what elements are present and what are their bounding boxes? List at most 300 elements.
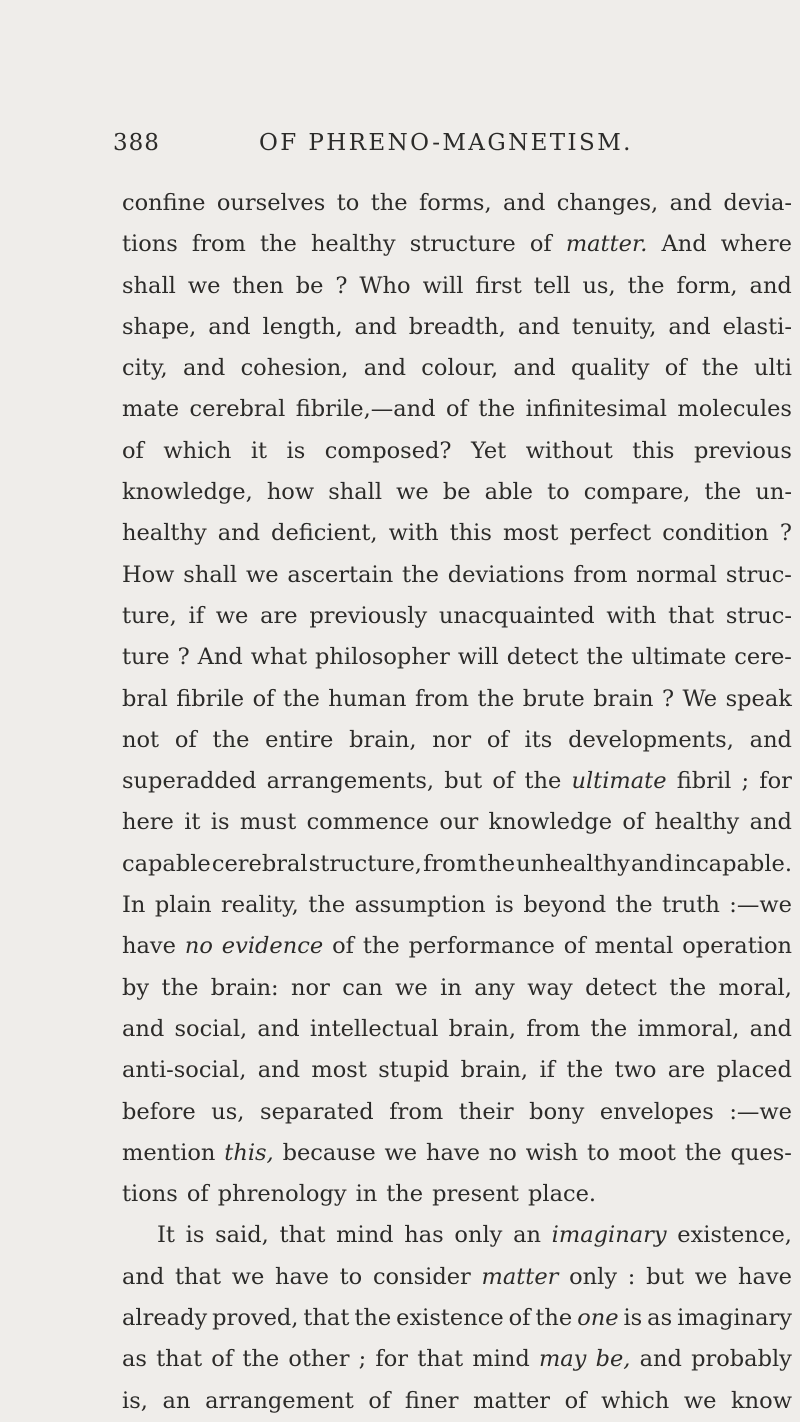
text-line (122, 679, 792, 720)
word: brain, (349, 726, 417, 753)
word: and (363, 355, 407, 382)
word: structure (409, 231, 516, 258)
word: changes, (556, 190, 659, 216)
word: to (547, 479, 570, 506)
word: mind (472, 1346, 530, 1373)
word: anti-social, (122, 1057, 247, 1084)
word: from (573, 561, 628, 588)
word: the (212, 726, 250, 753)
word: and (639, 1346, 682, 1373)
word: mate (122, 396, 180, 423)
text-line (122, 761, 792, 802)
text-line (122, 555, 792, 596)
word: and (749, 272, 792, 299)
word: way (527, 974, 573, 1001)
word: of (368, 1387, 391, 1414)
word: and (122, 1015, 165, 1042)
word: previous (693, 437, 792, 464)
italic-word: one (577, 1305, 619, 1332)
word: arrangements, (266, 768, 435, 795)
word: cerebral (211, 850, 308, 877)
word: and (517, 313, 561, 340)
word: social, (174, 1015, 248, 1042)
word: the (354, 1305, 392, 1332)
word: be (295, 272, 324, 299)
word: is (185, 1222, 205, 1249)
word: tions (122, 231, 178, 258)
word: we (395, 974, 428, 1001)
word: of (186, 1181, 209, 1208)
word: nor (432, 726, 472, 753)
word: quality (570, 355, 650, 382)
word: ourselves (216, 190, 326, 216)
text-line (122, 968, 792, 1009)
text-line (122, 596, 792, 637)
word: with (606, 602, 657, 629)
word: cere- (734, 644, 792, 671)
word: ; (741, 768, 750, 795)
word: other (288, 1346, 350, 1373)
word: knowledge, (122, 479, 253, 506)
text-line (122, 389, 792, 430)
word: that (175, 1263, 222, 1290)
word: its (524, 726, 553, 753)
word: and (630, 850, 674, 877)
word: bony (529, 1098, 585, 1125)
word: ques- (730, 1139, 792, 1166)
word: for (375, 1346, 409, 1373)
word: we (683, 1387, 717, 1414)
word: because (282, 1139, 376, 1166)
word: separated (260, 1098, 374, 1125)
word: to (336, 190, 360, 216)
word: must (239, 809, 297, 836)
word: confine (122, 190, 206, 216)
word: of (211, 1346, 234, 1373)
word: imaginary (677, 1305, 792, 1332)
word: have (275, 1263, 329, 1290)
text-line (122, 844, 792, 885)
italic-word: no (184, 933, 213, 960)
word: fibril (676, 768, 732, 795)
text-line (122, 513, 792, 554)
word: brain (593, 685, 654, 712)
word: tenuity, (571, 313, 657, 340)
word: mind (336, 1222, 394, 1249)
word: infinitesimal (525, 396, 667, 423)
word: the (704, 479, 742, 506)
word: brain: (210, 974, 279, 1001)
word: the (259, 231, 297, 258)
word: shall (183, 561, 238, 588)
word: assumption (354, 892, 486, 919)
word: mention (122, 1139, 216, 1166)
word: finer (404, 1387, 459, 1414)
italic-word: matter (481, 1263, 559, 1290)
word: beyond (523, 892, 607, 919)
word: has (404, 1222, 444, 1249)
word: what (250, 644, 308, 671)
word: plain (154, 892, 212, 919)
word: Yet (470, 437, 507, 464)
word: the (615, 892, 653, 919)
word: and (749, 726, 792, 753)
word: in (440, 974, 462, 1001)
word: and (257, 1057, 301, 1084)
word: it (250, 437, 268, 464)
word: only (454, 1222, 503, 1249)
word: are (260, 602, 298, 629)
word: capable (122, 850, 211, 877)
word: an (513, 1222, 541, 1249)
word: any (474, 974, 515, 1001)
word: form, (676, 272, 738, 299)
word: commence (306, 809, 430, 836)
word: place. (527, 1181, 597, 1208)
word: have (122, 933, 176, 960)
italic-word: ultimate (571, 768, 667, 795)
word: detect (585, 974, 657, 1001)
word: human (328, 685, 407, 712)
word: in (355, 1181, 378, 1208)
word: as (647, 1305, 673, 1332)
text-line (122, 720, 792, 761)
word: of (563, 933, 586, 960)
word: and (182, 355, 226, 382)
word: we (245, 561, 279, 588)
word: healthy (310, 231, 396, 258)
word: ascertain (287, 561, 394, 588)
text-line (122, 1215, 792, 1256)
word: colour, (421, 355, 499, 382)
word: of (622, 809, 645, 836)
word: performance (408, 933, 555, 960)
word: the (386, 1181, 424, 1208)
word: if (539, 1057, 555, 1084)
word: incapable. (674, 850, 792, 877)
word: from (191, 231, 246, 258)
word: reality, (221, 892, 299, 919)
word: two (614, 1057, 657, 1084)
word: is (286, 437, 306, 464)
word: And (197, 644, 243, 671)
word: struc- (725, 561, 792, 588)
body-text (122, 183, 792, 1422)
word: where (720, 231, 792, 258)
word: and (503, 190, 546, 216)
text-line (122, 183, 792, 224)
word: devia- (723, 190, 792, 216)
word: is (623, 1305, 643, 1332)
word: that (417, 1346, 464, 1373)
word: composed? (324, 437, 452, 464)
word: present (432, 1181, 519, 1208)
word: have (425, 1139, 480, 1166)
word: is, (122, 1387, 148, 1414)
word: proved, (212, 1305, 299, 1332)
word: that (156, 1346, 203, 1373)
word: the (586, 644, 624, 671)
word: will (422, 272, 464, 299)
word: intellectual (309, 1015, 439, 1042)
word: that (668, 602, 715, 629)
word: an (162, 1387, 191, 1414)
word: no (488, 1139, 517, 1166)
word: how (266, 479, 315, 506)
word: of (508, 1305, 531, 1332)
word: and (749, 809, 792, 836)
word: is (495, 892, 514, 919)
word: that (303, 1305, 350, 1332)
text-line (122, 637, 792, 678)
word: deviations (447, 561, 565, 588)
word: and (257, 1015, 300, 1042)
word: ? (335, 272, 348, 299)
text-line (122, 472, 792, 513)
word: matter (473, 1387, 551, 1414)
word: nor (291, 974, 330, 1001)
word: and (208, 313, 251, 340)
word: of (445, 396, 468, 423)
word: And (661, 231, 707, 258)
word: here (122, 809, 174, 836)
word: if (188, 602, 205, 629)
word: able (484, 479, 533, 506)
word: said, (215, 1222, 269, 1249)
word: entire (265, 726, 334, 753)
text-line (122, 1050, 792, 1091)
word: we (384, 1139, 418, 1166)
text-line (122, 802, 792, 843)
word: which (163, 437, 232, 464)
word: before (122, 1098, 196, 1125)
word: ultimate (631, 644, 727, 671)
word: which (601, 1387, 670, 1414)
word: wish (525, 1139, 579, 1166)
word: stupid (378, 1057, 450, 1084)
word: is (210, 809, 230, 836)
text-line (122, 1092, 792, 1133)
word: and (513, 355, 556, 382)
italic-word: may (538, 1346, 587, 1373)
word: ; (358, 1346, 367, 1373)
word: moot (618, 1139, 676, 1166)
word: normal (636, 561, 718, 588)
page-number: 388 (113, 130, 160, 156)
word: truth (662, 892, 720, 919)
word: bral (122, 685, 168, 712)
word: us, (211, 1098, 245, 1125)
word: speak (725, 685, 792, 712)
word: immoral, (637, 1015, 740, 1042)
word: unhealthy (516, 850, 630, 877)
word: the (566, 1057, 604, 1084)
word: :—we (729, 892, 792, 919)
word: How (122, 561, 175, 588)
word: from (389, 1098, 444, 1125)
word: of (664, 355, 687, 382)
word: and (122, 1263, 165, 1290)
word: ture (122, 644, 170, 671)
text-line (122, 431, 792, 472)
word: ? (177, 644, 190, 671)
word: fibrile (176, 685, 245, 712)
word: the (535, 1305, 573, 1332)
word: detect (506, 644, 579, 671)
word: condition (662, 520, 769, 547)
word: elasti- (722, 313, 792, 340)
text-line (122, 307, 792, 348)
word: but (646, 1263, 684, 1290)
text-line (122, 348, 792, 389)
text-line (122, 1133, 792, 1174)
word: the (242, 1346, 280, 1373)
word: we (231, 1263, 265, 1290)
word: their (458, 1098, 514, 1125)
word: the (477, 685, 515, 712)
word: moral, (718, 974, 792, 1001)
word: the (669, 974, 707, 1001)
text-line (122, 224, 792, 265)
word: already (122, 1305, 208, 1332)
word: :—we (729, 1098, 792, 1125)
word: we (396, 479, 429, 506)
word: our (439, 809, 479, 836)
word: ture, (122, 602, 177, 629)
word: unacquainted (438, 602, 595, 629)
text-line (122, 1339, 792, 1380)
word: structure, (308, 850, 422, 877)
word: knowledge (488, 809, 613, 836)
word: we (694, 1263, 728, 1290)
word: the (282, 685, 320, 712)
word: the (161, 974, 199, 1001)
word: not (122, 726, 160, 753)
word: be (442, 479, 471, 506)
word: ? (779, 520, 792, 547)
word: and (354, 313, 397, 340)
word: arrangement (205, 1387, 354, 1414)
word: cohesion, (240, 355, 349, 382)
word: of (564, 1387, 587, 1414)
word: most (502, 520, 559, 547)
text-line (122, 885, 792, 926)
word: of (529, 231, 552, 258)
word: by (122, 974, 150, 1001)
word: can (342, 974, 383, 1001)
italic-word: evidence (221, 933, 324, 960)
word: the (590, 1015, 628, 1042)
word: from (414, 685, 469, 712)
text-line (122, 266, 792, 307)
word: In (122, 892, 146, 919)
word: : (627, 1263, 636, 1290)
text-line (122, 926, 792, 967)
word: and (749, 1015, 792, 1042)
word: breadth, (408, 313, 506, 340)
word: consider (372, 1263, 471, 1290)
text-line (122, 1381, 792, 1422)
word: this (632, 437, 675, 464)
page-header (0, 130, 800, 170)
word: forms, (418, 190, 492, 216)
word: perfect (569, 520, 652, 547)
word: Who (359, 272, 411, 299)
word: ulti (753, 355, 792, 382)
word: mental (594, 933, 674, 960)
word: superadded (122, 768, 257, 795)
word: first (475, 272, 522, 299)
word: that (279, 1222, 326, 1249)
word: philosopher (315, 644, 450, 671)
word: shape, (122, 313, 197, 340)
word: the (370, 190, 408, 216)
word: existence, (677, 1222, 792, 1249)
word: struc- (725, 602, 792, 629)
word: tell (533, 272, 571, 299)
word: un- (755, 479, 792, 506)
word: shall (122, 272, 176, 299)
word: compare, (583, 479, 691, 506)
word: It (157, 1222, 175, 1249)
word: phrenology (217, 1181, 347, 1208)
italic-word: be, (595, 1346, 631, 1373)
word: shall (328, 479, 383, 506)
word: without (525, 437, 613, 464)
word: the (308, 892, 346, 919)
word: of (486, 726, 509, 753)
word: developments, (568, 726, 734, 753)
word: the (684, 1139, 722, 1166)
word: we (187, 272, 221, 299)
word: and (668, 313, 711, 340)
word: it (184, 809, 201, 836)
word: placed (716, 1057, 792, 1084)
word: the (402, 561, 439, 588)
word: we (215, 602, 249, 629)
word: know (731, 1387, 792, 1414)
word: cerebral (189, 396, 286, 423)
word: the (478, 396, 516, 423)
word: envelopes (599, 1098, 714, 1125)
word: tions (122, 1181, 178, 1208)
word: of (332, 933, 354, 960)
word: have (737, 1263, 792, 1290)
word: length, (262, 313, 343, 340)
word: us, (582, 272, 616, 299)
running-head: OF PHRENO-MAGNETISM. (259, 130, 633, 156)
word: this (449, 520, 492, 547)
italic-word: imaginary (551, 1222, 667, 1249)
word: but (444, 768, 483, 795)
word: the (627, 272, 665, 299)
text-line (122, 1257, 792, 1298)
word: healthy (654, 809, 740, 836)
word: as (122, 1346, 147, 1373)
word: will (457, 644, 499, 671)
word: brain, (448, 1015, 517, 1042)
word: probably (691, 1346, 792, 1373)
italic-word: matter. (565, 231, 648, 258)
word: the (362, 933, 400, 960)
word: brute (522, 685, 585, 712)
word: from (423, 850, 478, 877)
word: for (759, 768, 792, 795)
word: are (667, 1057, 706, 1084)
italic-word: this, (224, 1139, 274, 1166)
word: molecules (677, 396, 792, 423)
word: brain, (460, 1057, 529, 1084)
